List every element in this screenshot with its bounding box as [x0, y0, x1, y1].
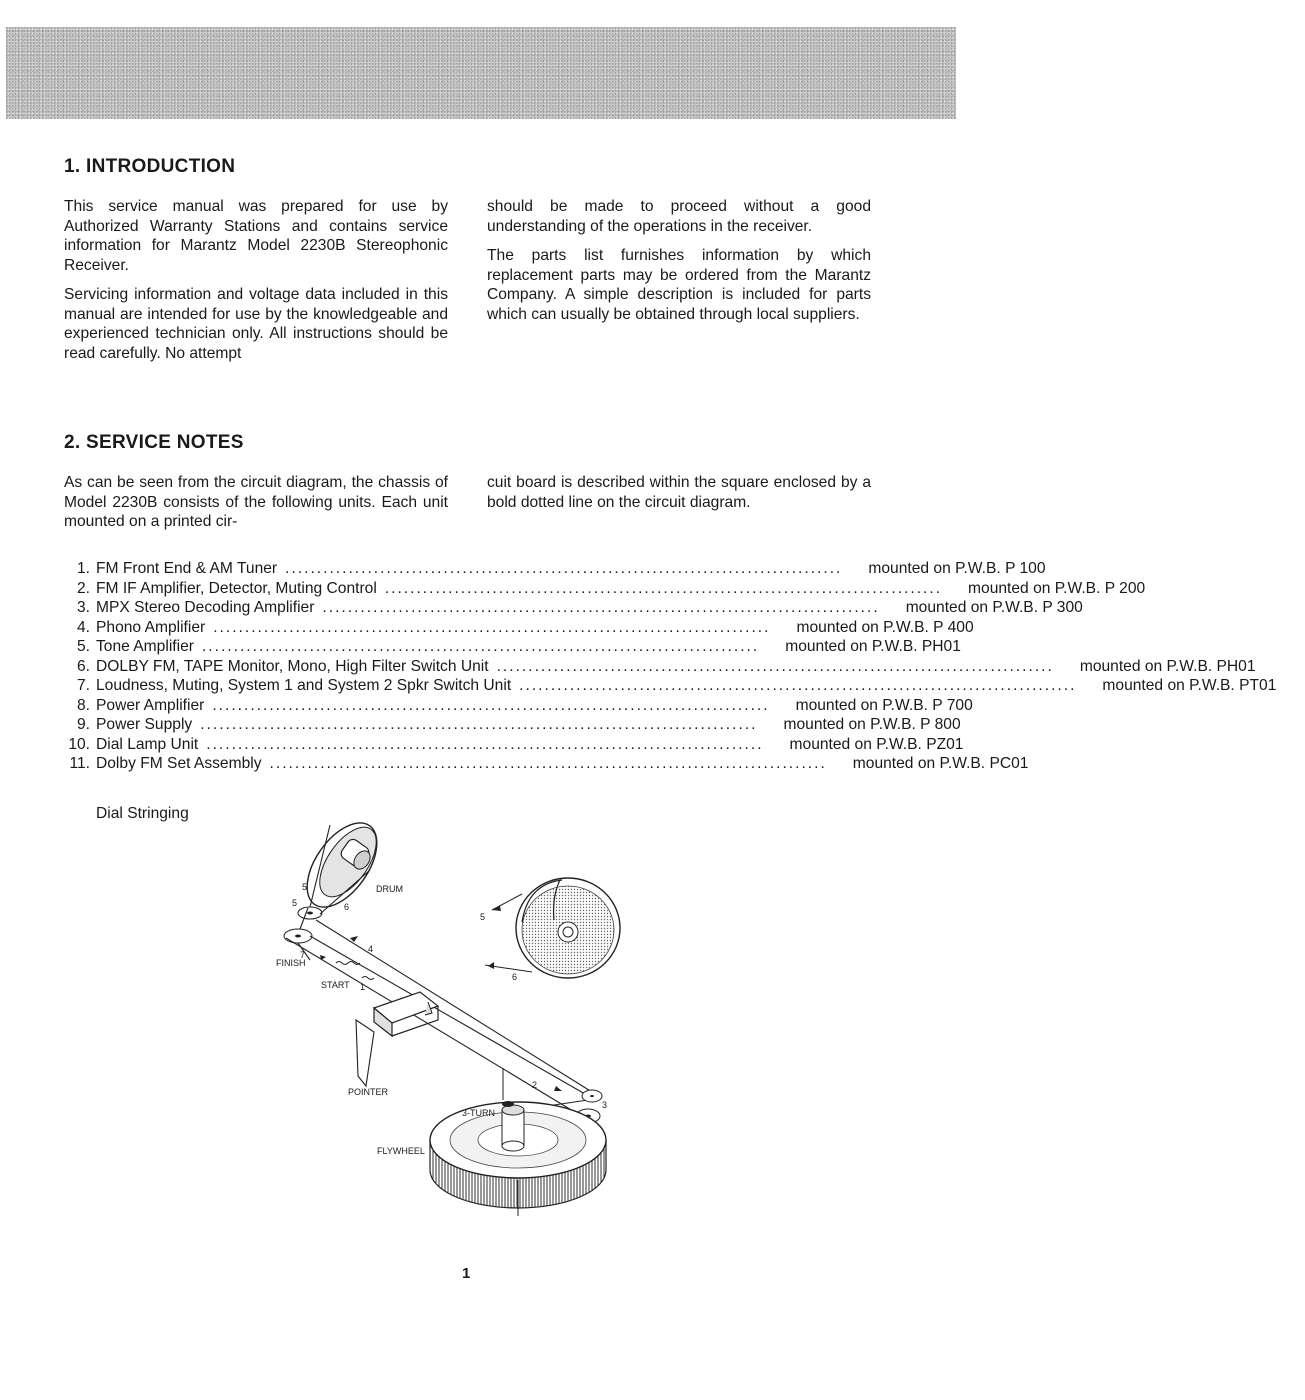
page-number: 1	[462, 1265, 471, 1282]
pulley	[582, 1090, 602, 1102]
unit-number: 11.	[69, 755, 90, 772]
unit-number: 3.	[76, 599, 90, 616]
label-three-turn: 3-TURN	[462, 1108, 495, 1118]
unit-name: Dolby FM Set Assembly	[96, 755, 262, 772]
unit-name: DOLBY FM, TAPE Monitor, Mono, High Filter Switch Unit	[96, 657, 489, 675]
unit-name: Tone Amplifier	[96, 638, 194, 655]
unit-board: mounted on P.W.B. P 300	[905, 599, 1083, 616]
unit-board: mounted on P.W.B. PZ01	[789, 735, 964, 753]
unit-number: 6.	[76, 657, 90, 675]
leader-dots: ........................................................................................	[519, 677, 1077, 694]
step-number: 5	[480, 912, 486, 922]
leader-dots: ........................................................................................	[212, 696, 770, 714]
label-start: START	[321, 980, 350, 990]
unit-row	[64, 579, 1146, 599]
unit-board: mounted on P.W.B. P 200	[968, 579, 1146, 597]
unit-board: mounted on P.W.B. PC01	[852, 755, 1029, 772]
leader-dots: ........................................................................................	[496, 657, 1054, 675]
unit-name: FM Front End & AM Tuner	[96, 560, 278, 577]
step-number: 6	[344, 902, 350, 912]
dial-stringing-diagram	[270, 810, 630, 1230]
unit-row	[64, 696, 973, 716]
step-number: 4	[368, 944, 374, 954]
direction-arrows	[320, 936, 562, 1091]
unit-row	[64, 754, 1029, 774]
pointer	[356, 992, 438, 1086]
leader-dots: ........................................................................................	[201, 638, 760, 655]
flywheel	[430, 1068, 606, 1216]
intro-heading: 1. INTRODUCTION	[64, 156, 236, 177]
unit-name: Power Supply	[96, 716, 193, 733]
service-column-left	[64, 473, 448, 542]
drum	[293, 811, 391, 919]
service-paragraph: cuit board is described within the square enclosed by a bold dotted line on the circuit diagram.	[487, 474, 871, 511]
diagram-title: Dial Stringing	[96, 805, 189, 822]
pulley	[284, 929, 312, 943]
unit-list	[64, 559, 1277, 774]
intro-paragraph: The parts list furnishes information by which replacement parts may be ordered from the Marantz Company. A simple description is included for parts which can usually be obtained through local suppliers.	[487, 247, 871, 323]
intro-paragraph: Servicing information and voltage data included in this manual are intended for use by the knowledgeable and experienced technician only. All instructions should be read carefully. No attempt	[64, 286, 448, 362]
label-drum: DRUM	[376, 884, 403, 894]
drum-rear-inset	[485, 878, 620, 978]
unit-board: mounted on P.W.B. PH01	[1079, 657, 1256, 675]
unit-name: Phono Amplifier	[96, 618, 206, 636]
unit-board: mounted on P.W.B. P 700	[795, 696, 973, 714]
unit-row	[64, 676, 1277, 696]
leader-dots: ........................................................................................	[213, 618, 771, 636]
leader-dots: ........................................................................................	[322, 599, 880, 616]
label-flywheel: FLYWHEEL	[377, 1146, 425, 1156]
leader-dots: ........................................................................................	[384, 579, 943, 597]
unit-board: mounted on P.W.B. PT01	[1102, 677, 1277, 694]
service-column-right	[487, 473, 871, 522]
unit-number: 4.	[76, 618, 90, 636]
unit-board: mounted on P.W.B. P 400	[796, 618, 974, 636]
intro-paragraph: This service manual was prepared for use by Authorized Warranty Stations and contains service information for Marantz Model 2230B Stereophonic Receiver.	[64, 198, 448, 274]
unit-number: 1.	[76, 560, 90, 577]
step-number: 5	[302, 882, 308, 892]
intro-paragraph: should be made to proceed without a good understanding of the operations in the receiver.	[487, 198, 871, 235]
unit-number: 9.	[76, 716, 90, 733]
unit-name: Dial Lamp Unit	[96, 735, 199, 753]
service-paragraph: As can be seen from the circuit diagram, the chassis of Model 2230B consists of the following units. Each unit mounted on a printed cir-	[64, 474, 448, 530]
pulley	[298, 907, 322, 919]
step-number: 1	[360, 982, 366, 992]
unit-row	[64, 598, 1083, 618]
label-finish: FINISH	[276, 958, 306, 968]
label-pointer: POINTER	[348, 1087, 389, 1097]
unit-board: mounted on P.W.B. PH01	[785, 638, 961, 655]
step-number: 6	[512, 972, 518, 982]
unit-name: FM IF Amplifier, Detector, Muting Control	[96, 579, 377, 597]
step-number: 3	[602, 1100, 608, 1110]
header-band	[6, 27, 956, 119]
unit-name: Loudness, Muting, System 1 and System 2 Spkr Switch Unit	[96, 677, 512, 694]
unit-number: 10.	[68, 735, 90, 753]
unit-number: 5.	[76, 638, 90, 655]
unit-row	[64, 618, 974, 638]
intro-column-left	[64, 197, 448, 373]
unit-row	[64, 657, 1256, 677]
intro-column-right	[487, 197, 871, 334]
unit-row	[64, 637, 961, 657]
service-heading: 2. SERVICE NOTES	[64, 432, 244, 453]
unit-row	[64, 559, 1046, 579]
leader-dots: ........................................................................................	[206, 735, 764, 753]
unit-board: mounted on P.W.B. P 100	[868, 560, 1046, 577]
step-number: 5	[292, 898, 298, 908]
leader-dots: ........................................................................................	[269, 755, 827, 772]
step-number: 7	[300, 950, 306, 960]
unit-board: mounted on P.W.B. P 800	[783, 716, 961, 733]
step-number: 2	[532, 1080, 538, 1090]
unit-number: 2.	[76, 579, 90, 597]
unit-row	[64, 715, 961, 735]
unit-number: 8.	[76, 696, 90, 714]
unit-name: MPX Stereo Decoding Amplifier	[96, 599, 315, 616]
unit-number: 7.	[76, 677, 90, 694]
unit-name: Power Amplifier	[96, 696, 205, 714]
leader-dots: ........................................................................................	[200, 716, 758, 733]
spring	[336, 962, 374, 980]
leader-dots: ........................................................................................	[285, 560, 843, 577]
unit-row	[64, 735, 964, 755]
